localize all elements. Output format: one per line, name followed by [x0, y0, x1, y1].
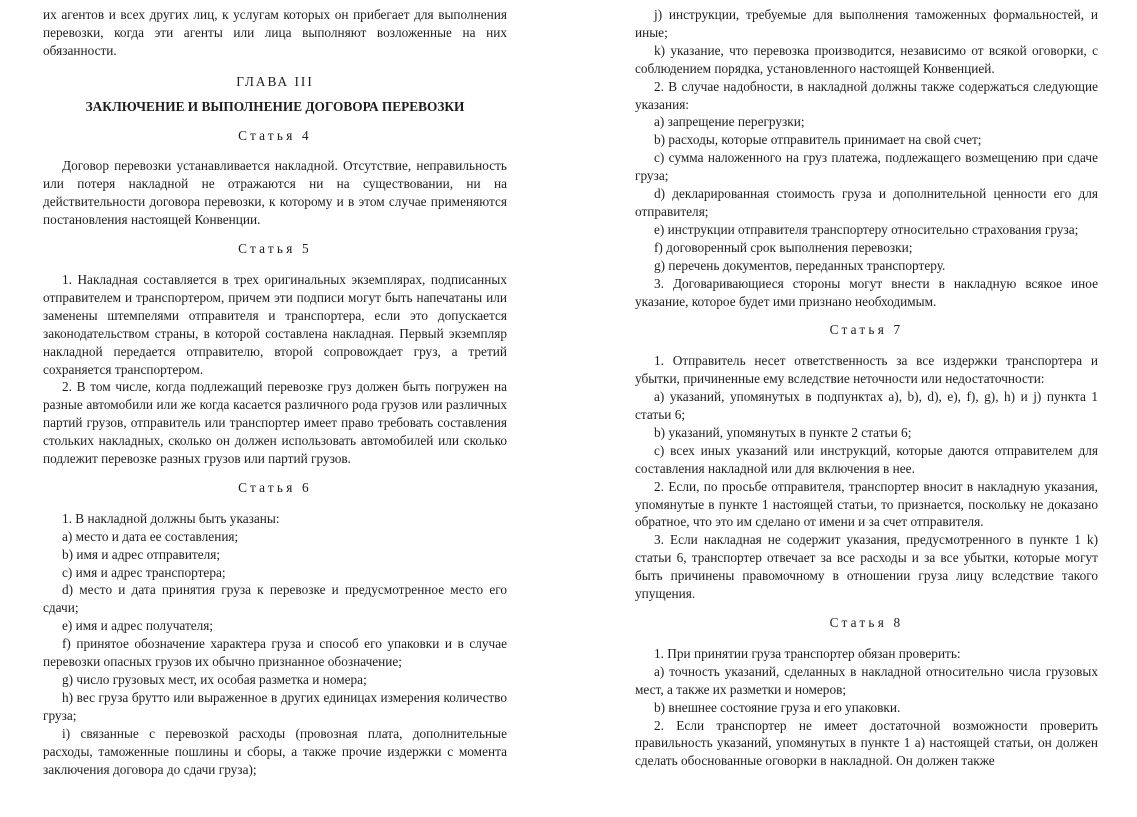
article-6-continued-item: d) декларированная стоимость груза и дополнительной ценности его для отправителя;: [635, 186, 1098, 219]
article-7-heading: Статья 7: [829, 322, 904, 338]
article-6-item: d) место и дата принятия груза к перевозке и предусмотренное место его сдачи;: [43, 582, 507, 616]
article-6-item: e) имя и адрес получателя;: [62, 618, 214, 634]
article-8-item: 1. При принятии груза транспортер обязан проверить:: [654, 645, 961, 661]
article-6-item: f) принятое обозначение характера груза и способ его упаковки и в случае перевозки опасных грузов их обычно признанное обозначение;: [43, 636, 507, 670]
chapter-heading: ГЛАВА III: [236, 73, 314, 89]
article-6-item: b) имя и адрес отправителя;: [62, 546, 221, 562]
left-page-column: [43, 6, 507, 778]
article-6-continued-item: j) инструкции, требуемые для выполнения таможенных формальностей, и иные;: [635, 7, 1098, 40]
article-5-paragraph-1: 1. Накладная составляется в трех оригинальных экземплярах, подписанных отправителем и транспортером, причем эти подписи могут быть напечатаны или заменены штемпелями отправителя и транспортера, если это допускается законодательством страны, в которой составлена накладная. Первый экземпляр накладной передается отправителю, второй сопровождает груз, а третий сохраняется транспортером.: [43, 271, 507, 377]
article-6-item: 1. В накладной должны быть указаны:: [62, 510, 280, 526]
article-8-item: b) внешнее состояние груза и его упаковки.: [654, 699, 901, 715]
article-6-item: c) имя и адрес транспортера;: [62, 564, 226, 580]
article-7-item: a) указаний, упомянутых в подпунктах a), b), d), e), f), g), h) и j) пункта 1 статьи 6;: [635, 389, 1098, 423]
article-4-paragraph: Договор перевозки устанавливается накладной. Отсутствие, неправильность или потеря накладной не отражаются ни на существовании, ни на действительности договора перевозки, к которому и в этом случае применяются постановления настоящей Конвенции.: [43, 158, 507, 228]
article-6-continued-item: 3. Договаривающиеся стороны могут внести в накладную всякое иное указание, которое будет ими признано необходимым.: [635, 275, 1098, 309]
article-6-item: g) число грузовых мест, их особая разметка и номера;: [62, 672, 367, 687]
article-6-continued-item: c) сумма наложенного на груз платежа, подлежащего возмещению при сдаче груза;: [635, 150, 1098, 184]
article-6-item: a) место и дата ее составления;: [62, 528, 239, 544]
article-4-heading: Статья 4: [238, 127, 312, 143]
article-6-continued-item: e) инструкции отправителя транспортеру относительно страхования груза;: [654, 221, 1079, 237]
article-7-item: 3. Если накладная не содержит указания, предусмотренного в пункте 1 k) статьи 6, транспортер отвечает за все расходы и за все убытки, которые могут быть причинены правомочному в отношении груза лицу вследствие такого упущения.: [635, 532, 1098, 602]
article-8-item: 2. Если транспортер не имеет достаточной возможности проверить правильность указаний, упомянутых в пункте 1 a) настоящей статьи, он должен сделать обоснованные оговорки в накладной. Он должен также: [635, 717, 1098, 769]
article-6-continued-item: 2. В случае надобности, в накладной должны также содержаться следующие указания:: [635, 78, 1098, 112]
article-6-continued-item: a) запрещение перегрузки;: [654, 114, 805, 130]
article-7-item: c) всех иных указаний или инструкций, которые даются отправителем для составления накладной или для включения в нее.: [635, 442, 1098, 476]
article-8-heading: Статья 8: [829, 615, 904, 630]
article-6-item: h) вес груза брутто или выраженное в других единицах измерения количество груза;: [43, 689, 507, 723]
article-6-heading: Статья 6: [238, 479, 312, 495]
article-6-continued-item: g) перечень документов, переданных транспортеру.: [654, 257, 946, 273]
article-7-item: 2. Если, по просьбе отправителя, транспортер вносит в накладную указания, упомянутые в пункте 1 настоящей статьи, то признается, поскольку не доказано обратное, что это им сделано от имени и за счет отправителя.: [635, 478, 1098, 530]
article-6-item: i) связанные с перевозкой расходы (провозная плата, дополнительные расходы, таможенные пошлины и сборы, а также прочие издержки с момента заключения договора до сдачи груза);: [43, 725, 507, 777]
article-7-item: 1. Отправитель несет ответственность за все издержки транспортера и убытки, причиненные ему вследствие неточности или недостаточности:: [635, 353, 1098, 387]
article-8-item: a) точность указаний, сделанных в накладной относительно числа грузовых мест, а также их разметки и номеров;: [635, 663, 1098, 697]
article-6-continued-item: k) указание, что перевозка производится, независимо от всякой оговорки, с соблюдением порядка, установленного настоящей Конвенцией.: [635, 42, 1098, 76]
intro-paragraph: их агентов и всех других лиц, к услугам которых он прибегает для выполнения перевозки, когда эти агенты или лица выполняют возложенные на них обязанности.: [43, 7, 507, 58]
article-5-paragraph-2: 2. В том числе, когда подлежащий перевозке груз должен быть погружен на разные автомобили или же когда касается различного рода грузов или различных партий грузов, отправитель или транспортер имеет право требовать составления стольких накладных, сколько он должен использовать автомобилей или сколько подлежит перевозке разных грузов или партий грузов.: [43, 379, 507, 467]
article-6-continued-item: f) договоренный срок выполнения перевозки;: [654, 239, 913, 255]
article-6-continued-item: b) расходы, которые отправитель принимает на свой счет;: [654, 132, 982, 148]
chapter-title: ЗАКЛЮЧЕНИЕ И ВЫПОЛНЕНИЕ ДОГОВОРА ПЕРЕВОЗКИ: [85, 98, 465, 114]
article-5-heading: Статья 5: [238, 241, 312, 257]
right-page-column: [635, 6, 1098, 770]
article-7-item: b) указаний, упомянутых в пункте 2 статьи 6;: [654, 424, 912, 440]
